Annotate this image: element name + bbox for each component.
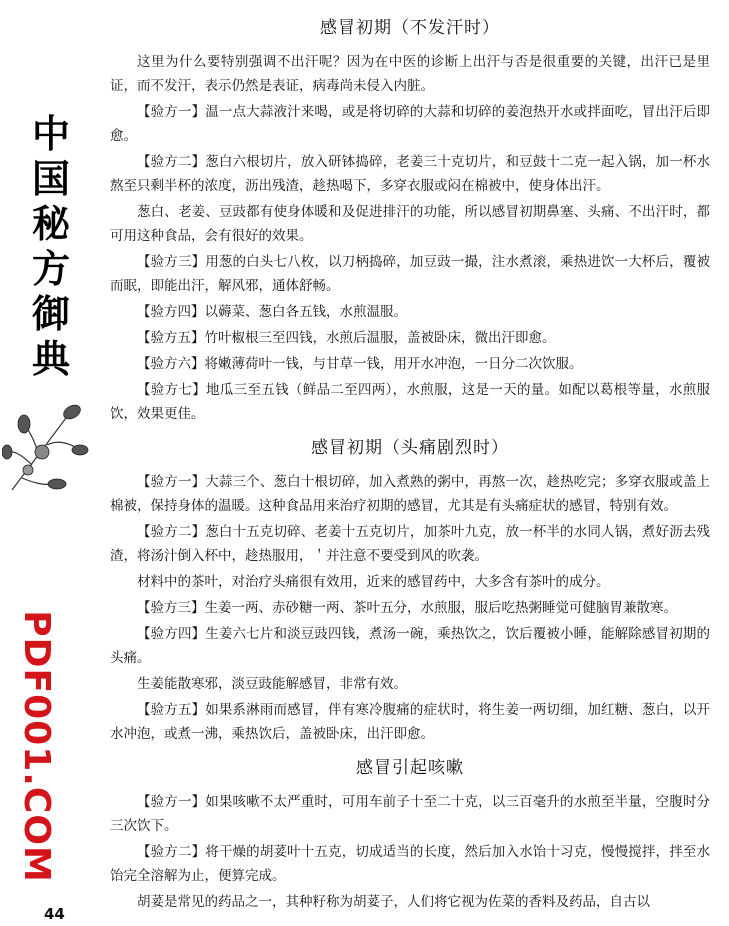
section-heading: 感冒初期（不发汗时）	[320, 18, 500, 38]
paragraph: 【验方三】用葱的白头七八枚，以刀柄捣碎，加豆豉一撮，注水煮滚，乘热进饮一大杯后，覆被而眠，即能出汗，解风邪，通体舒畅。	[110, 254, 710, 294]
paragraph: 胡荽是常见的药品之一，其种籽称为胡荽子，人们将它视为佐菜的香料及药品，自古以	[137, 894, 650, 910]
paragraph: 【验方一】温一点大蒜液汁来喝，或是将切碎的大蒜和切碎的姜泡热开水或拌面吃，冒出汗后即愈。	[110, 104, 710, 144]
paragraph: 生姜能散寒邪，淡豆豉能解感冒，非常有效。	[137, 676, 407, 692]
section-cold-no-sweat	[110, 14, 710, 426]
paragraph: 【验方七】地瓜三至五钱（鲜品二至四两），水煎服，这是一天的量。如配以葛根等量，水煎服饮，效果更佳。	[110, 382, 710, 422]
section-heading: 感冒引起咳嗽	[356, 758, 464, 778]
paragraph: 【验方二】葱白六根切片，放入研钵捣碎，老姜三十克切片，和豆鼓十二克一起入锅，加一杯水熬至只剩半杯的浓度，沥出残渣，趁热喝下，多穿衣服或闷在棉被中，使身体出汗。	[110, 154, 710, 194]
paragraph: 【验方一】如果咳嗽不太严重时，可用车前子十至二十克，以三百毫升的水煎至半量，空腹时分三次饮下。	[110, 794, 710, 834]
paragraph: 材料中的茶叶，对治疗头痛很有效用，近来的感冒药中，大多含有茶叶的成分。	[137, 574, 610, 590]
book-title-char: 中	[31, 112, 70, 156]
book-title-char: 典	[31, 337, 70, 381]
page-content	[110, 6, 710, 926]
watermark	[10, 609, 62, 883]
paragraph: 【验方二】将干燥的胡荽叶十五克，切成适当的长度，然后加入水饴十习克，慢慢搅拌，拌至水饴完全溶解为止，便算完成。	[110, 844, 710, 884]
paragraph: 【验方四】以薅菜、葱白各五钱，水煎温服。	[137, 304, 407, 320]
paragraph: 葱白、老姜、豆豉都有使身体暖和及促进排汗的功能，所以感冒初期鼻塞、头痛、不出汗时，都可用这种食品，会有很好的效果。	[110, 204, 710, 244]
book-title-char: 秘	[31, 202, 70, 246]
paragraph: 【验方三】生姜一两、赤砂糖一两、茶叶五分，水煎服，服后吃热粥睡觉可健脑胃兼散寒。	[137, 600, 677, 616]
paragraph: 这里为什么要特别强调不出汗呢？因为在中医的诊断上出汗与否是很重要的关键，出汗已是里证，而不发汗，表示仍然是表证，病毒尚未侵入内脏。	[110, 54, 710, 94]
book-title-char: 方	[31, 247, 70, 291]
book-title-char: 御	[31, 292, 70, 336]
paragraph: 【验方一】大蒜三个、葱白十根切碎，加入煮熟的粥中，再熬一次，趁热吃完；多穿衣服或盖上棉被，保持身体的温暖。这种食品用来治疗初期的感冒，尤其是有头痛症状的感冒，特别有效。	[110, 474, 710, 514]
section-cold-headache	[110, 434, 710, 746]
book-title-vertical	[28, 112, 74, 382]
flower-ornament-icon	[2, 390, 90, 498]
book-title-char: 国	[31, 157, 70, 201]
section-heading: 感冒初期（头痛剧烈时）	[311, 438, 509, 458]
paragraph: 【验方二】葱白十五克切碎、老姜十五克切片，加茶叶九克，放一杯半的水同人锅，煮好沥去残渣，将汤汁倒入杯中，趁热服用，＇并注意不要受到风的吹袭。	[110, 524, 710, 564]
paragraph: 【验方六】将嫩薄荷叶一钱，与甘草一钱，用开水冲泡，一日分二次饮服。	[137, 356, 583, 372]
section-cold-cough	[110, 754, 710, 914]
page-number: 44	[44, 905, 65, 923]
watermark-text: PDF001.COM	[15, 609, 57, 883]
paragraph: 【验方五】竹叶椒根三至四钱，水煎后温服，盖被卧床，微出汗即愈。	[137, 330, 556, 346]
paragraph: 【验方四】生姜六七片和淡豆豉四钱，煮汤一碗，乘热饮之，饮后覆被小睡，能解除感冒初期的头痛。	[110, 626, 710, 666]
paragraph: 【验方五】如果系淋雨而感冒，伴有寒冷腹痛的症状时，将生姜一两切细，加红糖、葱白，以开水冲泡，或煮一沸，乘热饮后，盖被卧床，出汗即愈。	[110, 702, 710, 742]
